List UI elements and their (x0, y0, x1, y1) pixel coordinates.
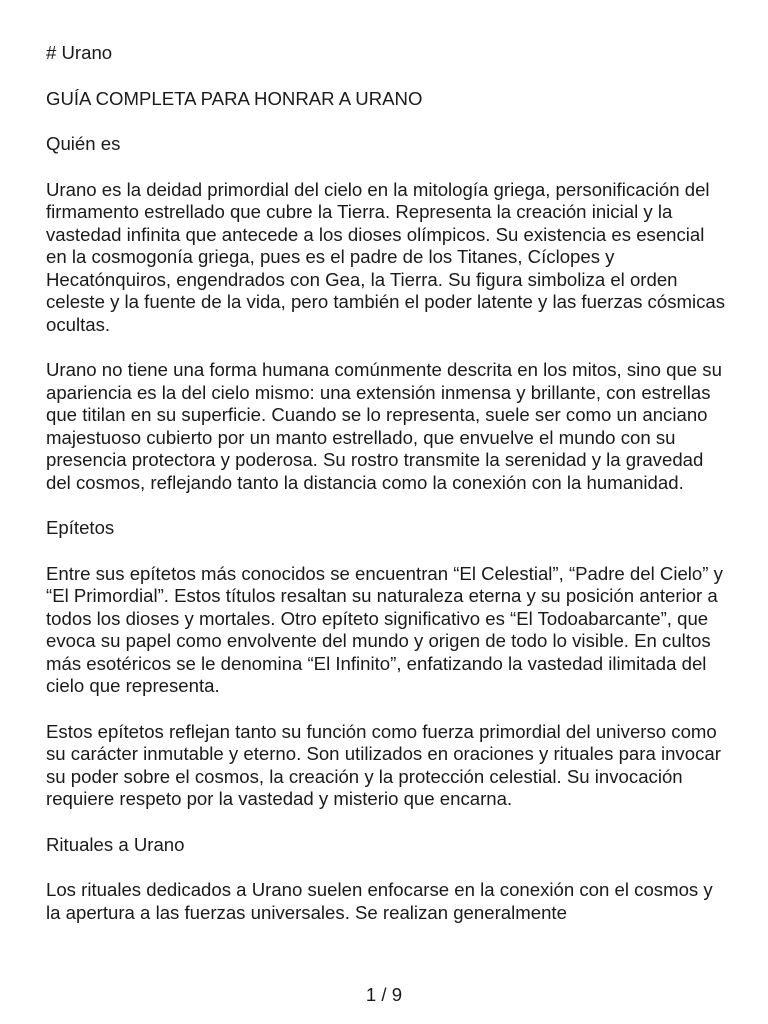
document-heading: # Urano (46, 42, 113, 63)
document-page (46, 42, 726, 947)
section-heading-rituals: Rituales a Urano (46, 833, 185, 855)
section-heading-who: Quién es (46, 133, 121, 154)
section-heading-epithets: Epítetos (46, 517, 115, 538)
paragraph-3: Entre sus epítetos más conocidos se encuentran “El Celestial”, “Padre del Cielo” y “El Primordial”. Estos títulos resaltan su naturaleza eterna y su posición anterior a todos los dioses y mortales. Otro epíteto significativo es “El Todoabarcante”, que evoca su papel como envolvente del mundo y origen de todo lo visible. En cultos más esotéricos se le denomina “El Infinito”, enfatizando la vastedad ilimitada del cielo que representa. (46, 562, 723, 696)
paragraph-2: Urano no tiene una forma humana comúnmente descrita en los mitos, sino que su apariencia es la del cielo mismo: una extensión inmensa y brillante, con estrellas que titilan en su superficie. Cuando se lo representa, suele ser como un anciano majestuoso cubierto por un manto estrellado, que envuelve el mundo con su presencia protectora y poderosa. Su rostro transmite la serenidad y la gravedad del cosmos, reflejando tanto la distancia como la conexión con la humanidad. (46, 359, 722, 493)
page-indicator: 1 / 9 (365, 984, 403, 1005)
paragraph-4: Estos epítetos reflejan tanto su función como fuerza primordial del universo como su carácter inmutable y eterno. Son utilizados en oraciones y rituales para invocar su poder sobre el cosmos, la creación y la protección celestial. Su invocación requiere respeto por la vastedad y misterio que encarna. (46, 720, 721, 809)
paragraph-1: Urano es la deidad primordial del cielo en la mitología griega, personificación del firmamento estrellado que cubre la Tierra. Representa la creación inicial y la vastedad infinita que antecede a los dioses olímpicos. Su existencia es esencial en la cosmogonía griega, pues es el padre de los Titanes, Cíclopes y Hecatónquiros, engendrados con Gea, la Tierra. Su figura simboliza el orden celeste y la fuente de la vida, pero también el poder latente y las fuerzas cósmicas ocultas. (46, 178, 726, 335)
document-title: GUÍA COMPLETA PARA HONRAR A URANO (46, 87, 423, 109)
paragraph-5: Los rituales dedicados a Urano suelen enfocarse en la conexión con el cosmos y la apertura a las fuerzas universales. Se realizan generalmente (46, 879, 713, 923)
